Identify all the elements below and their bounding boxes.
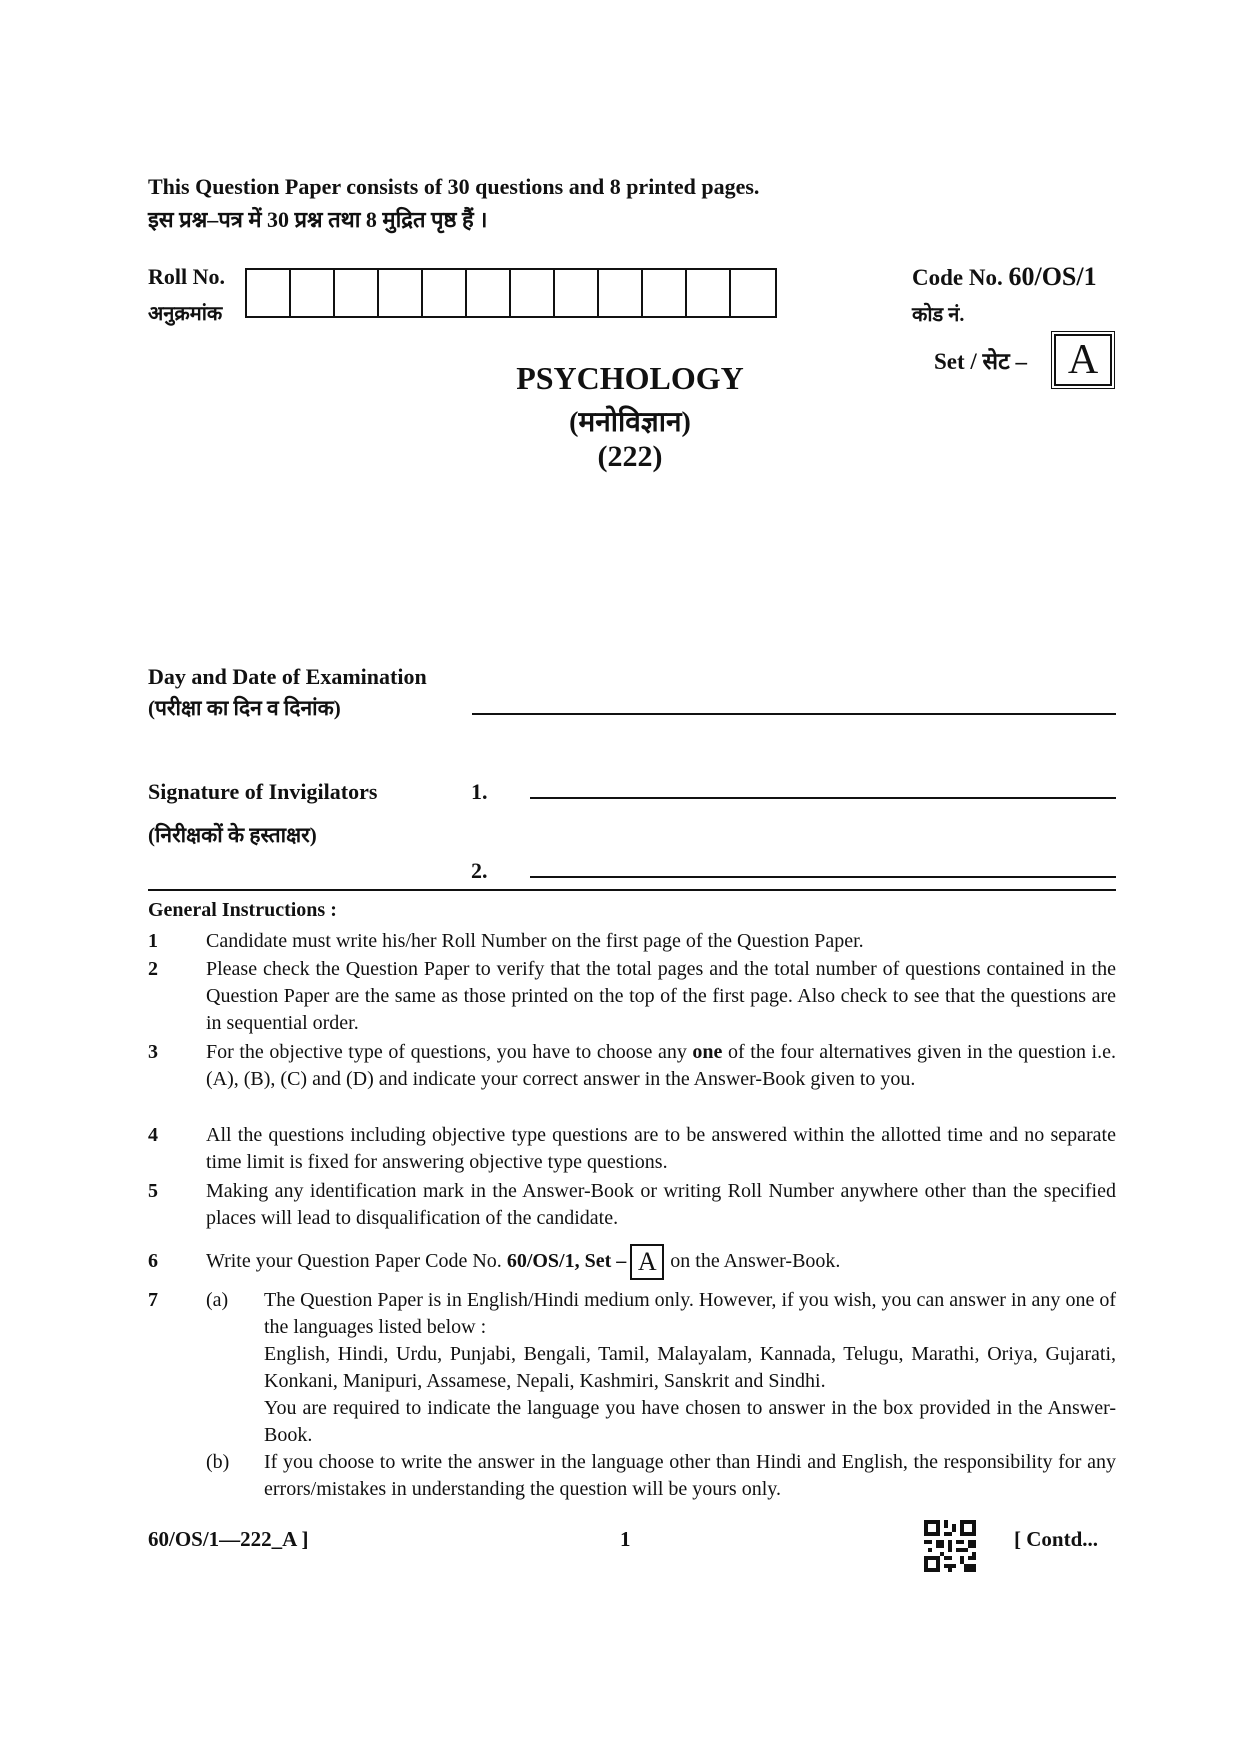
roll-digit-box[interactable] — [555, 270, 599, 316]
instruction-emphasis: one — [692, 1041, 723, 1063]
roll-digit-box[interactable] — [599, 270, 643, 316]
instruction-text: Making any identification mark in the Answer-Book or writing Roll Number anywhere other than the specified places will lead to disqualification of the candidate. — [206, 1180, 1116, 1229]
roll-digit-box[interactable] — [335, 270, 379, 316]
instruction-number: 7 — [148, 1289, 158, 1311]
invigilator-signature-label-hindi: (निरीक्षकों के हस्ताक्षर) — [148, 823, 317, 847]
subitem-label: (a) — [206, 1289, 229, 1311]
exam-date-label-hindi: (परीक्षा का दिन व दिनांक) — [148, 696, 341, 720]
roll-digit-box[interactable] — [423, 270, 467, 316]
roll-digit-box[interactable] — [291, 270, 335, 316]
instruction-item — [148, 1244, 1116, 1280]
instruction-item — [148, 928, 1116, 955]
roll-digit-box[interactable] — [731, 270, 775, 316]
subitem-text: You are required to indicate the language you have chosen to answer in the box provided in the Answer-Book. — [264, 1397, 1116, 1446]
instruction-number: 5 — [148, 1180, 158, 1202]
signature-1-line[interactable] — [530, 797, 1116, 799]
instruction-text-part: of the four alternatives given in the question i.e. (A), (B), (C) and (D) and indicate your correct answer in the Answer-Book given to you. — [206, 1041, 1116, 1090]
instruction-text-part: For the objective type of questions, you have to choose any — [206, 1041, 693, 1063]
roll-number-boxes[interactable] — [245, 268, 777, 318]
exam-date-line[interactable] — [472, 713, 1116, 715]
instruction-text — [206, 1039, 1116, 1093]
roll-digit-box[interactable] — [643, 270, 687, 316]
roll-digit-box[interactable] — [687, 270, 731, 316]
roll-digit-box[interactable] — [379, 270, 423, 316]
set-box: A — [1054, 334, 1112, 386]
subitem-text: The Question Paper is in English/Hindi medium only. However, if you wish, you can answer in any one of the languages listed below : — [264, 1289, 1116, 1338]
code-label: Code No. — [912, 265, 1003, 290]
paper-info-hindi: इस प्रश्न–पत्र में 30 प्रश्न तथा 8 मुद्रित पृष्ठ हैं । — [148, 207, 488, 232]
signature-2-number: 2. — [471, 858, 488, 883]
roll-digit-box[interactable] — [247, 270, 291, 316]
continued-indicator: [ Contd... — [1014, 1527, 1099, 1551]
footer-paper-code: 60/OS/1—222_A ] — [148, 1527, 309, 1551]
subitem-label: (b) — [206, 1451, 230, 1473]
instruction-item — [148, 956, 1116, 1037]
instruction-text: Please check the Question Paper to verify that the total pages and the total number of questions contained in the Question Paper are the same as those printed on the top of the first page. Also check to see that the questions are in sequential order. — [206, 958, 1116, 1034]
roll-label-english: Roll No. — [148, 264, 225, 289]
exam-date-label: Day and Date of Examination — [148, 664, 427, 689]
instruction-text-part: on the Answer-Book. — [670, 1250, 841, 1272]
roll-label-hindi: अनुक्रमांक — [148, 303, 223, 325]
instruction-subitem — [148, 1449, 1116, 1503]
code-label-hindi: कोड नं. — [912, 304, 965, 326]
instructions-heading: General Instructions : — [148, 899, 337, 921]
language-list: English, Hindi, Urdu, Punjabi, Bengali, Tamil, Malayalam, Kannada, Telugu, Marathi, Oriya, Gujarati, Konkani, Manipuri, Assamese, Nepali, Kashmiri, Sanskrit and Sindhi. — [264, 1343, 1116, 1392]
instruction-number: 4 — [148, 1124, 158, 1146]
roll-digit-box[interactable] — [467, 270, 511, 316]
instruction-text — [206, 1244, 1116, 1280]
instruction-item — [148, 1178, 1116, 1232]
instruction-number: 6 — [148, 1250, 158, 1272]
qr-code-icon — [924, 1520, 976, 1572]
instruction-number: 3 — [148, 1041, 158, 1063]
subject-title-hindi: (मनोविज्ञान) — [569, 407, 691, 438]
instruction-text-part: Write your Question Paper Code No. — [206, 1250, 507, 1272]
instruction-text: All the questions including objective type questions are to be answered within the allotted time and no separate time limit is fixed for answering objective type questions. — [206, 1124, 1116, 1173]
signature-1-number: 1. — [471, 779, 488, 804]
subject-title: PSYCHOLOGY — [516, 360, 744, 396]
instruction-text: Candidate must write his/her Roll Number on the first page of the Question Paper. — [206, 930, 864, 952]
paper-info-english: This Question Paper consists of 30 questions and 8 printed pages. — [148, 174, 760, 199]
section-divider — [148, 889, 1116, 891]
instruction-item — [148, 1287, 1116, 1503]
instruction-number: 2 — [148, 958, 158, 980]
subitem-text: If you choose to write the answer in the language other than Hindi and English, the responsibility for any errors/mistakes in understanding the question will be yours only. — [264, 1451, 1116, 1500]
instruction-emphasis: 60/OS/1, Set – — [506, 1250, 627, 1272]
instruction-item — [148, 1039, 1116, 1093]
instruction-item — [148, 1122, 1116, 1176]
code-number — [912, 262, 1097, 292]
set-label: Set / सेट – — [934, 349, 1027, 374]
set-box-inline: A — [630, 1244, 664, 1280]
code-value: 60/OS/1 — [1008, 262, 1097, 291]
signature-2-line[interactable] — [530, 876, 1116, 878]
roll-digit-box[interactable] — [511, 270, 555, 316]
page-number: 1 — [620, 1527, 631, 1551]
instruction-number: 1 — [148, 930, 158, 952]
invigilator-signature-label: Signature of Invigilators — [148, 779, 378, 804]
subject-code: (222) — [597, 440, 663, 473]
instruction-subitem — [148, 1287, 1116, 1449]
